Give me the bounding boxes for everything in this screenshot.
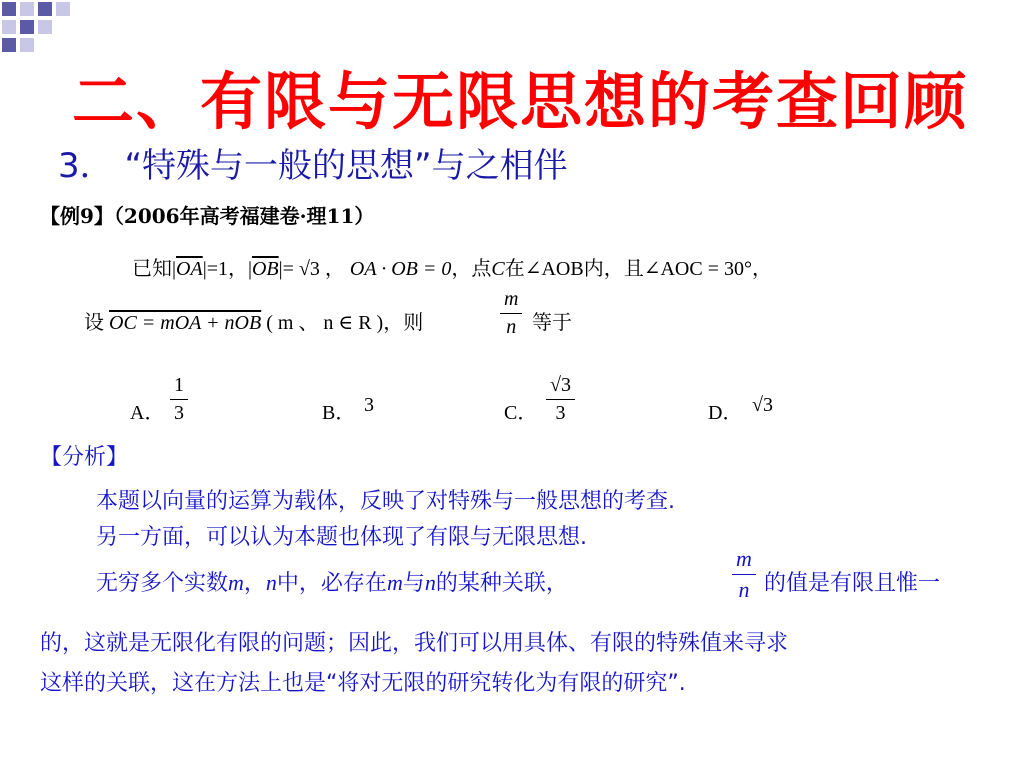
fraction-numerator: m: [736, 546, 752, 571]
deco-square: [20, 38, 34, 52]
fraction-denominator: n: [506, 316, 517, 338]
fraction-numerator: √3: [550, 374, 571, 396]
option-d-value: √3: [752, 394, 773, 416]
option-c-fraction: [546, 374, 575, 425]
option-a-label: A．: [130, 402, 165, 424]
problem-text: ，点: [451, 258, 492, 280]
analysis-line-5: 这样的关联，这在方法上也是“将对无限的研究转化为有限的研究”.: [40, 671, 686, 696]
fraction-denominator: 3: [174, 402, 184, 424]
deco-square: [2, 20, 16, 34]
analysis-text: 中，必存在: [276, 571, 387, 596]
problem-line-2: [84, 306, 423, 335]
variable-n: n: [424, 570, 436, 595]
analysis-text: 无穷多个实数: [96, 571, 229, 596]
deco-square: [56, 2, 70, 16]
analysis-text: 的某种关联，: [435, 571, 568, 596]
example-label: 【例9】（2006年高考福建卷·理11）: [40, 204, 375, 228]
analysis-line-3: [96, 566, 568, 597]
deco-square: [20, 2, 34, 16]
problem-text: 设: [84, 312, 104, 334]
slide-subtitle: 3． “特殊与一般的思想”与之相伴: [58, 146, 568, 186]
fraction-bar: [546, 399, 575, 400]
option-b-value: 3: [364, 394, 374, 416]
deco-square: [20, 20, 34, 34]
deco-square: [2, 38, 16, 52]
deco-square: [38, 20, 52, 34]
analysis-heading: 【分析】: [40, 445, 129, 470]
option-d-label: D．: [708, 402, 743, 424]
option-a-fraction: [170, 374, 188, 425]
variable-n: n: [265, 570, 277, 595]
dot-product-equation: OA · OB = 0: [349, 258, 452, 280]
problem-line-1: [132, 252, 772, 281]
problem-text: 等于: [532, 312, 572, 334]
analysis-line-4: 的，这就是无限化有限的问题；因此，我们可以用具体、有限的特殊值来寻求: [40, 631, 789, 656]
point-c: C: [491, 258, 505, 280]
analysis-fraction-m-over-n: [732, 546, 756, 603]
vector-oa: $\overline{OA}$: [176, 258, 203, 280]
fraction-bar: [732, 574, 756, 575]
analysis-line-1: 本题以向量的运算为载体，反映了对特殊与一般思想的考查.: [96, 489, 675, 514]
vector-equation: OC = mOA + nOB: [109, 312, 262, 334]
problem-text: |=1，|: [202, 258, 252, 280]
option-c-label: C．: [504, 402, 538, 424]
corner-decoration: [0, 0, 80, 60]
fraction-bar: [170, 399, 188, 400]
problem-text: |= √3 ，: [278, 258, 345, 280]
analysis-line-3-end: 的值是有限且惟一: [764, 571, 941, 596]
fraction-numerator: 1: [174, 374, 184, 396]
analysis-text: ，: [243, 571, 266, 596]
vector-ob: $\overline{OB}$: [251, 258, 279, 280]
variable-m: m: [228, 570, 244, 595]
analysis-text: 与: [402, 571, 425, 596]
analysis-line-2: 另一方面，可以认为本题也体现了有限与无限思想.: [96, 525, 587, 550]
problem-text: 在∠AOB内，且∠AOC = 30°，: [504, 258, 772, 280]
problem-text: ( m 、 n ∈ R )，则: [266, 312, 424, 334]
fraction-denominator: 3: [555, 402, 566, 424]
variable-m: m: [386, 570, 403, 595]
deco-square: [38, 2, 52, 16]
fraction-bar: [500, 313, 522, 314]
deco-square: [2, 2, 16, 16]
fraction-denominator: n: [738, 577, 750, 602]
fraction-numerator: m: [504, 288, 519, 310]
option-b-label: B．: [322, 402, 356, 424]
slide-title: 二、有限与无限思想的考查回顾: [72, 65, 969, 138]
fraction-m-over-n: [500, 288, 522, 339]
problem-text: 已知|: [132, 258, 177, 280]
